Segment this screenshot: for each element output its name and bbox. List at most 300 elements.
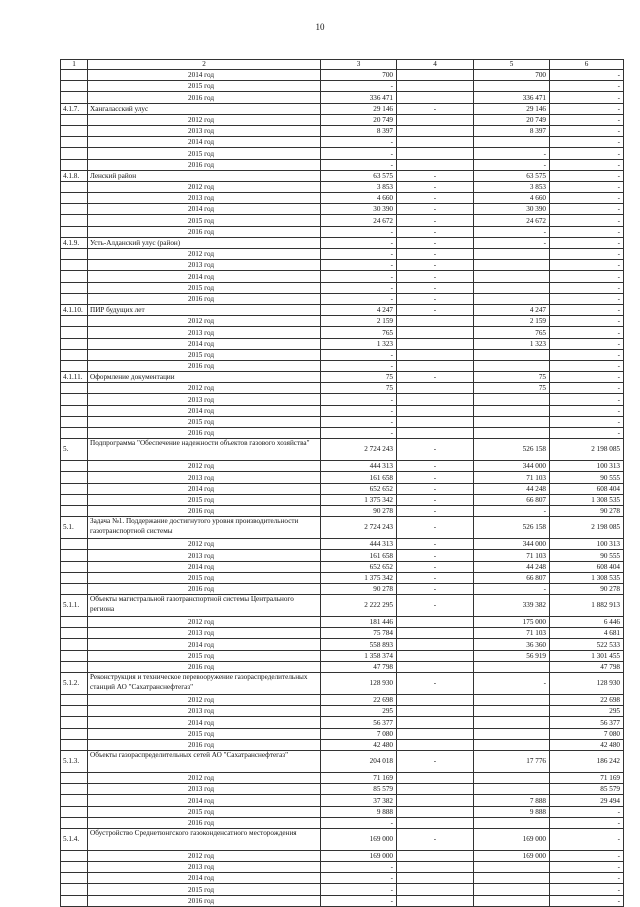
row-name: 2014 год [88, 271, 321, 282]
row-name: 2015 год [88, 282, 321, 293]
table-row [61, 327, 624, 338]
other-value: 2 198 085 [550, 517, 624, 539]
federal-value [397, 617, 474, 628]
federal-value: - [397, 461, 474, 472]
row-name: 2013 год [88, 193, 321, 204]
federal-value: - [397, 226, 474, 237]
total-value: 700 [321, 70, 397, 81]
row-name: 2015 год [88, 349, 321, 360]
table-row [61, 539, 624, 550]
table-row [61, 193, 624, 204]
row-code [61, 394, 88, 405]
total-value: 3 853 [321, 181, 397, 192]
republic-value: 75 [474, 383, 550, 394]
row-name: 2013 год [88, 125, 321, 136]
header-col-1: 1 [61, 60, 88, 70]
republic-value [474, 405, 550, 416]
other-value: - [550, 181, 624, 192]
republic-value: 29 146 [474, 103, 550, 114]
table-body [61, 70, 624, 907]
row-code [61, 884, 88, 895]
row-name: 2015 год [88, 215, 321, 226]
header-col-5: 5 [474, 60, 550, 70]
row-name: 2016 год [88, 428, 321, 439]
row-code [61, 706, 88, 717]
table-row [61, 372, 624, 383]
row-code: 5.1.2. [61, 673, 88, 695]
other-value: - [550, 282, 624, 293]
other-value: 295 [550, 706, 624, 717]
total-value: - [321, 249, 397, 260]
row-code: 5.1.4. [61, 828, 88, 850]
republic-value: 9 888 [474, 806, 550, 817]
table-row [61, 70, 624, 81]
table-row [61, 260, 624, 271]
row-code [61, 282, 88, 293]
federal-value: - [397, 170, 474, 181]
federal-value [397, 125, 474, 136]
federal-value: - [397, 595, 474, 617]
table-row [61, 394, 624, 405]
total-value: 2 222 295 [321, 595, 397, 617]
row-name: 2016 год [88, 226, 321, 237]
table-row [61, 249, 624, 260]
table-row [61, 316, 624, 327]
row-name: 2014 год [88, 717, 321, 728]
row-name: 2012 год [88, 316, 321, 327]
row-name: 2015 год [88, 650, 321, 661]
row-code [61, 181, 88, 192]
republic-value [474, 260, 550, 271]
other-value: - [550, 114, 624, 125]
total-value: 652 652 [321, 483, 397, 494]
total-value: - [321, 405, 397, 416]
total-value: 128 930 [321, 673, 397, 695]
row-code [61, 505, 88, 516]
federal-value: - [397, 193, 474, 204]
republic-value: 44 248 [474, 483, 550, 494]
total-value: 4 660 [321, 193, 397, 204]
table-row [61, 561, 624, 572]
other-value: - [550, 316, 624, 327]
total-value: 295 [321, 706, 397, 717]
table-row [61, 494, 624, 505]
header-col-6: 6 [550, 60, 624, 70]
other-value: 6 446 [550, 617, 624, 628]
table-row [61, 583, 624, 594]
row-name: Подпрограмма "Обеспечение надежности объектов газового хозяйства" [88, 439, 321, 461]
republic-value [474, 394, 550, 405]
other-value: - [550, 428, 624, 439]
row-name: 2012 год [88, 772, 321, 783]
other-value: - [550, 226, 624, 237]
other-value: 128 930 [550, 673, 624, 695]
total-value: 169 000 [321, 828, 397, 850]
table-row [61, 349, 624, 360]
republic-value: 344 000 [474, 461, 550, 472]
other-value: - [550, 249, 624, 260]
federal-value: - [397, 483, 474, 494]
row-name: 2015 год [88, 81, 321, 92]
table-row [61, 517, 624, 539]
row-code [61, 349, 88, 360]
other-value: 7 080 [550, 728, 624, 739]
federal-value: - [397, 539, 474, 550]
total-value: 47 798 [321, 661, 397, 672]
republic-value [474, 282, 550, 293]
republic-value: 765 [474, 327, 550, 338]
federal-value [397, 383, 474, 394]
federal-value: - [397, 561, 474, 572]
row-code [61, 114, 88, 125]
table-row [61, 850, 624, 861]
republic-value [474, 81, 550, 92]
page-number: 10 [315, 22, 325, 32]
row-code [61, 125, 88, 136]
total-value: - [321, 895, 397, 906]
row-name: 2014 год [88, 70, 321, 81]
row-code [61, 383, 88, 394]
other-value: - [550, 394, 624, 405]
republic-value [474, 873, 550, 884]
total-value: 75 [321, 383, 397, 394]
total-value: - [321, 873, 397, 884]
total-value: 2 724 243 [321, 439, 397, 461]
other-value: 1 882 913 [550, 595, 624, 617]
total-value: 2 159 [321, 316, 397, 327]
other-value: - [550, 862, 624, 873]
total-value: 1 358 374 [321, 650, 397, 661]
other-value: - [550, 260, 624, 271]
other-value: 522 533 [550, 639, 624, 650]
other-value: - [550, 293, 624, 304]
row-name: 2016 год [88, 159, 321, 170]
republic-value [474, 717, 550, 728]
table-row [61, 572, 624, 583]
other-value: - [550, 103, 624, 114]
republic-value: 175 000 [474, 617, 550, 628]
republic-value: 526 158 [474, 439, 550, 461]
total-value: 1 375 342 [321, 494, 397, 505]
other-value: 1 308 535 [550, 494, 624, 505]
table-row [61, 304, 624, 315]
row-code: 4.1.7. [61, 103, 88, 114]
row-code [61, 784, 88, 795]
row-code [61, 862, 88, 873]
table-row [61, 461, 624, 472]
federal-value [397, 338, 474, 349]
row-code [61, 204, 88, 215]
republic-value: 71 103 [474, 550, 550, 561]
row-code [61, 795, 88, 806]
republic-value: 169 000 [474, 828, 550, 850]
total-value: 90 278 [321, 505, 397, 516]
row-name: 2014 год [88, 338, 321, 349]
republic-value [474, 661, 550, 672]
republic-value [474, 293, 550, 304]
row-code [61, 416, 88, 427]
republic-value [474, 416, 550, 427]
republic-value: 20 749 [474, 114, 550, 125]
table-row [61, 550, 624, 561]
federal-value: - [397, 828, 474, 850]
republic-value: 7 888 [474, 795, 550, 806]
federal-value [397, 728, 474, 739]
total-value: 9 888 [321, 806, 397, 817]
row-code [61, 561, 88, 572]
other-value: 90 278 [550, 583, 624, 594]
republic-value: 36 360 [474, 639, 550, 650]
row-code [61, 550, 88, 561]
row-name: 2015 год [88, 806, 321, 817]
total-value: 75 784 [321, 628, 397, 639]
row-code [61, 806, 88, 817]
row-name: Объекты газораспределительных сетей АО "Сахатранснефтегаз" [88, 750, 321, 772]
federal-value [397, 795, 474, 806]
other-value: - [550, 873, 624, 884]
row-code [61, 539, 88, 550]
republic-value [474, 137, 550, 148]
other-value: - [550, 338, 624, 349]
row-code: 5. [61, 439, 88, 461]
republic-value: 2 159 [474, 316, 550, 327]
row-name: Объекты магистральной газотранспортной системы Центрального региона [88, 595, 321, 617]
republic-value: - [474, 505, 550, 516]
row-name: 2013 год [88, 472, 321, 483]
row-code [61, 428, 88, 439]
other-value: 1 301 455 [550, 650, 624, 661]
republic-value: 17 776 [474, 750, 550, 772]
total-value: 7 080 [321, 728, 397, 739]
total-value: 558 893 [321, 639, 397, 650]
header-col-3: 3 [321, 60, 397, 70]
other-value: 47 798 [550, 661, 624, 672]
table-row [61, 639, 624, 650]
other-value: 608 404 [550, 561, 624, 572]
header-col-2: 2 [88, 60, 321, 70]
republic-value: 8 397 [474, 125, 550, 136]
table-row [61, 728, 624, 739]
row-name: 2013 год [88, 327, 321, 338]
federal-value [397, 850, 474, 861]
table-row [61, 428, 624, 439]
republic-value [474, 249, 550, 260]
other-value: - [550, 884, 624, 895]
row-code [61, 717, 88, 728]
other-value: 42 480 [550, 739, 624, 750]
table-row [61, 706, 624, 717]
republic-value: 75 [474, 372, 550, 383]
total-value: 29 146 [321, 103, 397, 114]
table-row [61, 148, 624, 159]
federal-value: - [397, 103, 474, 114]
total-value: - [321, 394, 397, 405]
other-value: 4 681 [550, 628, 624, 639]
total-value: 4 247 [321, 304, 397, 315]
table-row [61, 204, 624, 215]
republic-value: 71 103 [474, 628, 550, 639]
other-value: 90 278 [550, 505, 624, 516]
row-name: 2015 год [88, 884, 321, 895]
republic-value: - [474, 673, 550, 695]
row-code [61, 483, 88, 494]
table-row [61, 505, 624, 516]
total-value: 444 313 [321, 539, 397, 550]
total-value: 85 579 [321, 784, 397, 795]
row-code [61, 650, 88, 661]
republic-value: 169 000 [474, 850, 550, 861]
total-value: 1 323 [321, 338, 397, 349]
row-code [61, 583, 88, 594]
row-code [61, 148, 88, 159]
row-code [61, 338, 88, 349]
republic-value [474, 772, 550, 783]
row-name: 2012 год [88, 539, 321, 550]
row-name: 2015 год [88, 416, 321, 427]
federal-value [397, 806, 474, 817]
row-code: 4.1.10. [61, 304, 88, 315]
table-row [61, 717, 624, 728]
republic-value: 71 103 [474, 472, 550, 483]
total-value: 444 313 [321, 461, 397, 472]
total-value: 37 382 [321, 795, 397, 806]
total-value: 652 652 [321, 561, 397, 572]
table-row [61, 806, 624, 817]
total-value: - [321, 428, 397, 439]
header-col-4: 4 [397, 60, 474, 70]
federal-value: - [397, 517, 474, 539]
row-name: 2016 год [88, 583, 321, 594]
federal-value: - [397, 494, 474, 505]
republic-value: 339 382 [474, 595, 550, 617]
table-row [61, 673, 624, 695]
other-value: 90 555 [550, 472, 624, 483]
republic-value [474, 360, 550, 371]
other-value: - [550, 383, 624, 394]
other-value: - [550, 895, 624, 906]
table-row [61, 360, 624, 371]
total-value: - [321, 226, 397, 237]
row-name: 2013 год [88, 260, 321, 271]
table-row [61, 237, 624, 248]
row-name: 2016 год [88, 505, 321, 516]
federal-value: - [397, 550, 474, 561]
table-row [61, 137, 624, 148]
republic-value: 4 660 [474, 193, 550, 204]
row-code [61, 494, 88, 505]
row-code [61, 728, 88, 739]
republic-value: 66 807 [474, 494, 550, 505]
table-row [61, 271, 624, 282]
republic-value [474, 428, 550, 439]
table-row [61, 103, 624, 114]
republic-value: 526 158 [474, 517, 550, 539]
federal-value [397, 137, 474, 148]
federal-value: - [397, 293, 474, 304]
row-code [61, 159, 88, 170]
row-name: Оформление документации [88, 372, 321, 383]
total-value: 181 446 [321, 617, 397, 628]
table-row [61, 817, 624, 828]
republic-value: - [474, 226, 550, 237]
total-value: - [321, 360, 397, 371]
federal-value: - [397, 181, 474, 192]
row-name: 2014 год [88, 483, 321, 494]
row-name: 2016 год [88, 895, 321, 906]
row-name: 2013 год [88, 550, 321, 561]
federal-value [397, 873, 474, 884]
row-code [61, 739, 88, 750]
row-name: 2015 год [88, 572, 321, 583]
federal-value [397, 70, 474, 81]
federal-value [397, 394, 474, 405]
row-name: 2016 год [88, 360, 321, 371]
row-name: 2014 год [88, 204, 321, 215]
row-code: 5.1.3. [61, 750, 88, 772]
total-value: 169 000 [321, 850, 397, 861]
row-code [61, 817, 88, 828]
total-value: 20 749 [321, 114, 397, 125]
row-code [61, 850, 88, 861]
table-row [61, 92, 624, 103]
total-value: - [321, 293, 397, 304]
row-name: 2012 год [88, 181, 321, 192]
row-name: 2014 год [88, 561, 321, 572]
other-value: 2 198 085 [550, 439, 624, 461]
other-value: - [550, 817, 624, 828]
row-code: 4.1.9. [61, 237, 88, 248]
total-value: - [321, 282, 397, 293]
republic-value: 63 575 [474, 170, 550, 181]
federal-value [397, 405, 474, 416]
republic-value: 700 [474, 70, 550, 81]
other-value: 100 313 [550, 461, 624, 472]
row-code [61, 873, 88, 884]
other-value: - [550, 405, 624, 416]
table-row [61, 828, 624, 850]
total-value: 161 658 [321, 472, 397, 483]
budget-table [60, 59, 624, 907]
republic-value: 30 390 [474, 204, 550, 215]
other-value: 186 242 [550, 750, 624, 772]
total-value: - [321, 137, 397, 148]
row-name: Хангаласский улус [88, 103, 321, 114]
row-name: 2012 год [88, 114, 321, 125]
row-name: 2012 год [88, 850, 321, 861]
row-name: 2015 год [88, 728, 321, 739]
other-value: - [550, 204, 624, 215]
total-value: - [321, 260, 397, 271]
total-value: - [321, 862, 397, 873]
federal-value [397, 784, 474, 795]
republic-value [474, 695, 550, 706]
total-value: - [321, 159, 397, 170]
republic-value: - [474, 583, 550, 594]
federal-value [397, 327, 474, 338]
table-row [61, 795, 624, 806]
other-value: - [550, 170, 624, 181]
federal-value: - [397, 472, 474, 483]
row-code [61, 360, 88, 371]
row-code [61, 327, 88, 338]
other-value: 1 308 535 [550, 572, 624, 583]
row-code [61, 772, 88, 783]
other-value: - [550, 828, 624, 850]
republic-value: 344 000 [474, 539, 550, 550]
republic-value: 3 853 [474, 181, 550, 192]
table-row [61, 884, 624, 895]
other-value: - [550, 125, 624, 136]
